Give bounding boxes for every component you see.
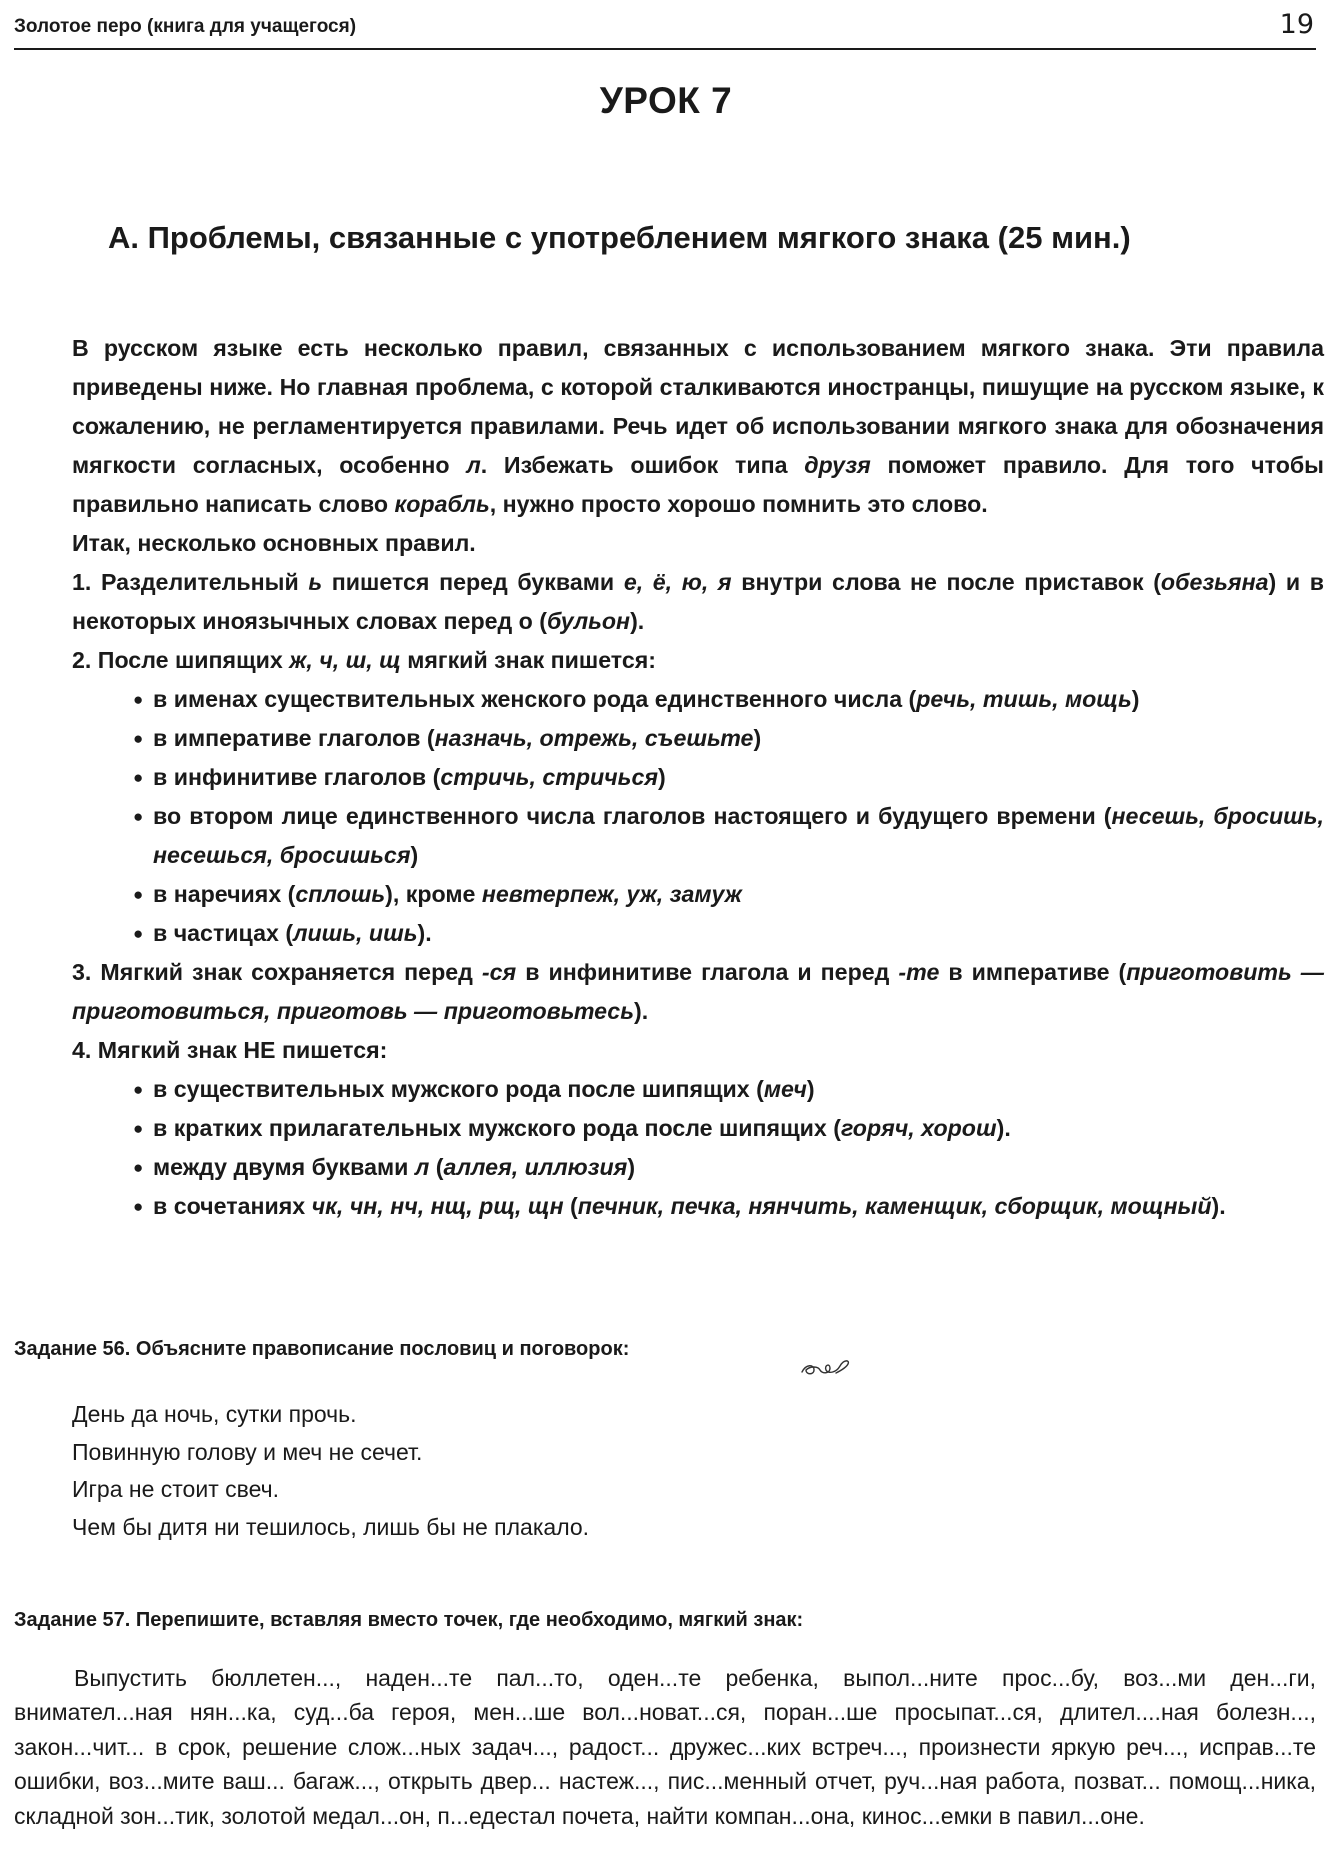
rule-4-list [72, 1070, 1324, 1226]
list-item: ● в инфинитиве глаголов (стричь, стричься) [133, 758, 1324, 797]
list-item: ● в наречиях (сплошь), кроме невтерпеж, уж, замуж [133, 875, 1324, 914]
rule-4: 4. Мягкий знак НЕ пишется: [72, 1037, 388, 1063]
rule-2: 2. После шипящих ж, ч, ш, щ мягкий знак пишется: [72, 647, 656, 673]
intro-paragraph: В русском языке есть несколько правил, связанных с использованием мягкого знака. Эти правила приведены ниже. Но главная проблема, с которой сталкиваются иностранцы, пишущие на русском языке, к сожалению, не регламентируется правилами. Речь идет об использовании мягкого знака для обозначения мягкости согласных, особенно л. Избежать ошибок типа друзя поможет правило. Для того чтобы правильно написать слово корабль, нужно просто хорошо помнить это слово. [72, 335, 1324, 517]
proverb-line: Повинную голову и меч не сечет. [72, 1438, 423, 1465]
list-item: ● в императиве глаголов (назначь, отрежь, съешьте) [133, 719, 1324, 758]
pen-writing-icon [800, 1354, 858, 1378]
list-item: ● в сочетаниях чк, чн, нч, нщ, рщ, щн (печник, печка, нянчить, каменщик, сборщик, мощный). [133, 1187, 1324, 1226]
proverb-line: День да ночь, сутки прочь. [72, 1401, 357, 1427]
list-item: ● между двумя буквами л (аллея, иллюзия) [133, 1148, 1324, 1187]
proverbs-list [72, 1396, 589, 1546]
rules-text [72, 329, 1324, 1226]
rule-2-list [72, 680, 1324, 953]
lesson-title: УРОК 7 [599, 80, 733, 121]
itak-line: Итак, несколько основных правил. [72, 530, 476, 556]
list-item: ● в кратких прилагательных мужского рода после шипящих (горяч, хорош). [133, 1109, 1324, 1148]
task-57-exercise-text: Выпустить бюллетен..., наден...те пал...то, оден...те ребенка, выпол...ните прос...бу, воз...ми ден...ги, внимател...ная нян...ка, суд...ба героя, мен...ше вол...новат...ся, поран...ше просыпат...ся, длител....ная болезн..., закон...чит... в срок, решение слож...ных задач..., радост... дружес...ких встреч..., произнести яркую реч..., исправ...те ошибки, воз...мите ваш... багаж..., открыть двер... настеж..., пис...менный отчет, руч...ная работа, позват... помощ...ника, складной зон...тик, золотой медал...он, п...едестал почета, найти компан...она, кинос...емки в павил...оне. [14, 1665, 1316, 1829]
task-57-heading: Задание 57. Перепишите, вставляя вместо точек, где необходимо, мягкий знак: [14, 1609, 804, 1631]
proverb-line: Игра не стоит свеч. [72, 1476, 279, 1503]
section-title: А. Проблемы, связанные с употреблением мягкого знака (25 мин.) [108, 220, 1131, 255]
rule-1: 1. Разделительный ь пишется перед буквами е, ё, ю, я внутри слова не после приставок (обезьяна) и в некоторых иноязычных словах перед о (бульон). [72, 569, 1325, 634]
task-56-heading: Задание 56. Объясните правописание пословиц и поговорок: [14, 1338, 630, 1360]
list-item: ● во втором лице единственного числа глаголов настоящего и будущего времени (несешь, бросишь, несешься, бросишься) [133, 797, 1324, 875]
proverb-line: Чем бы дитя ни тешилось, лишь бы не плакало. [72, 1513, 590, 1540]
list-item: ● в именах существительных женского рода единственного числа (речь, тишь, мощь) [133, 680, 1324, 719]
list-item: ● в частицах (лишь, ишь). [133, 914, 1324, 953]
page-number: 19 [1279, 9, 1314, 40]
rule-3: 3. Мягкий знак сохраняется перед -ся в инфинитиве глагола и перед -те в императиве (приготовить — приготовиться, приготовь — приготовьтесь). [72, 959, 1324, 1024]
book-title: Золотое перо (книга для учащегося) [14, 16, 357, 37]
page-header [14, 8, 1316, 50]
list-item: ● в существительных мужского рода после шипящих (меч) [133, 1070, 1324, 1109]
